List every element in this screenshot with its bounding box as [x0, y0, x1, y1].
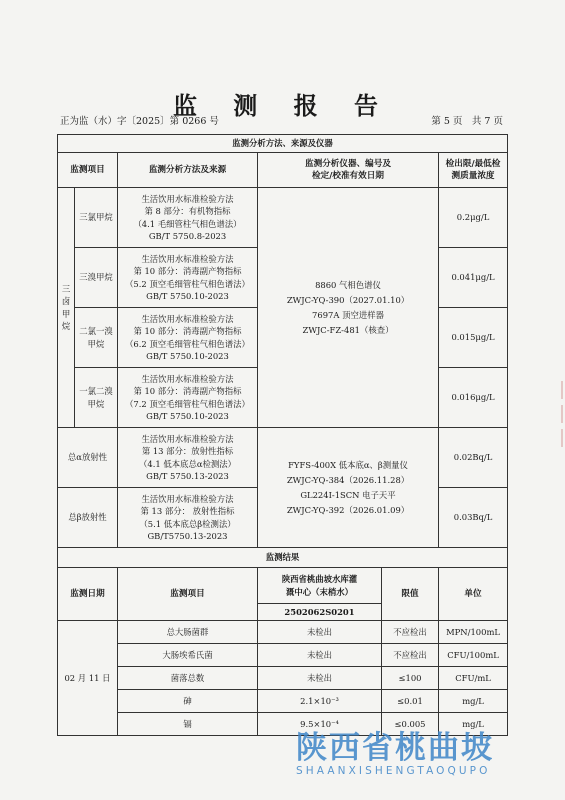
method-item: [75, 368, 118, 428]
methods-section-header: [58, 135, 508, 153]
col-instrument-line2: 检定/校准有效日期: [312, 171, 384, 181]
item-line: 甲烷: [87, 398, 105, 409]
method-source: [118, 188, 258, 248]
result-unit: mg/L: [439, 690, 508, 713]
method-line: GB/T 5750.13-2023: [146, 470, 229, 481]
detection-limit: 0.015μg/L: [439, 308, 508, 368]
method-source: [118, 488, 258, 548]
result-value: 未检出: [258, 667, 382, 690]
instrument-line: ZWJC-YQ-390（2027.01.10）: [286, 294, 410, 305]
location-line: 陕西省桃曲坡水库灌: [281, 574, 358, 585]
result-value: 未检出: [258, 644, 382, 667]
method-line: 生活饮用水标准检验方法: [141, 254, 234, 265]
method-line: 第 13 部分：放射性指标: [141, 446, 234, 457]
method-line: GB/T5750.13-2023: [147, 530, 228, 541]
detection-limit: 0.03Bq/L: [439, 488, 508, 548]
result-item: 镉: [118, 713, 258, 736]
report-table: [57, 134, 508, 736]
result-limit: ≤0.01: [382, 690, 439, 713]
method-line: 生活饮用水标准检验方法: [141, 194, 234, 205]
monitor-date: 02 月 11 日: [58, 621, 118, 736]
col-monitor-date: 监测日期: [58, 568, 118, 621]
results-section-header: [58, 548, 508, 568]
method-line: 第 8 部分：有机物指标: [144, 206, 231, 217]
instrument-cell-radioactivity: [258, 428, 439, 548]
col-method-source: 监测分析方法及来源: [118, 153, 258, 188]
page-indicator: 第 5 页 共 7 页: [431, 116, 503, 127]
method-line: （6.2 顶空毛细管柱气相色谱法）: [125, 338, 250, 349]
result-value: 2.1×10⁻³: [258, 690, 382, 713]
col-result-item: 监测项目: [118, 568, 258, 621]
trihalomethane-group-label: [58, 188, 75, 428]
instrument-line: ZWJC-FZ-481（核查）: [302, 324, 394, 335]
instrument-line: ZWJC-YQ-384（2026.11.28）: [286, 474, 410, 485]
result-unit: CFU/mL: [439, 667, 508, 690]
detection-limit: 0.02Bq/L: [439, 428, 508, 488]
watermark-name: 陕西省桃曲坡: [296, 730, 494, 766]
result-item: 大肠埃希氏菌: [118, 644, 258, 667]
item-line: 总α放射性: [67, 452, 108, 463]
methods-section-title: 监测分析方法、来源及仪器: [58, 135, 508, 153]
group-char: 烷: [61, 320, 71, 331]
result-limit: ≤100: [382, 667, 439, 690]
col-detection-limit: [439, 153, 508, 188]
item-line: 总β放射性: [68, 512, 107, 523]
instrument-line: 8860 气相色谱仪: [315, 279, 381, 290]
watermark-logo: [296, 722, 558, 782]
method-line: 第 10 部分：消毒副产物指标: [133, 386, 242, 397]
document-number: 正为监（水）字〔2025〕第 0266 号: [60, 116, 219, 127]
item-line: 三溴甲烷: [79, 272, 113, 283]
watermark-pinyin: SHAANXISHENGTAOQUPO: [296, 765, 491, 777]
instrument-cell-gc: [258, 188, 439, 428]
method-line: GB/T 5750.8-2023: [148, 230, 227, 241]
result-unit: mg/L: [439, 713, 508, 736]
method-line: GB/T 5750.10-2023: [146, 410, 229, 421]
col-limit-line1: 检出限/最低检: [445, 158, 501, 169]
method-item: [75, 248, 118, 308]
col-monitor-item: 监测项目: [58, 153, 118, 188]
method-line: 第 13 部分： 放射性指标: [140, 506, 235, 517]
item-line: 三氯甲烷: [79, 212, 113, 223]
seal-edge-mark: [559, 375, 565, 465]
item-line: 二氯一溴: [79, 326, 113, 337]
result-row: [58, 644, 508, 667]
detection-limit: 0.041μg/L: [439, 248, 508, 308]
instrument-line: 7697A 顶空进样器: [312, 309, 384, 320]
method-item: [75, 188, 118, 248]
method-line: （5.2 顶空毛细管柱气相色谱法）: [125, 278, 250, 289]
group-char: 卤: [61, 296, 71, 307]
method-item: [75, 308, 118, 368]
location-line: 溉中心（末梢水）: [286, 586, 353, 597]
method-source: [118, 248, 258, 308]
method-line: （4.1 低本底总α检测法）: [138, 458, 236, 469]
detection-limit: 0.2μg/L: [439, 188, 508, 248]
method-line: 生活饮用水标准检验方法: [141, 494, 234, 505]
result-item: 砷: [118, 690, 258, 713]
result-unit: CFU/100mL: [439, 644, 508, 667]
group-char: 三: [61, 284, 71, 295]
results-column-headers: [58, 568, 508, 604]
method-line: （7.2 顶空毛细管柱气相色谱法）: [125, 398, 250, 409]
result-limit: 不应检出: [382, 621, 439, 644]
result-row: [58, 667, 508, 690]
col-limit-value: 限值: [382, 568, 439, 621]
result-item: 总大肠菌群: [118, 621, 258, 644]
method-line: GB/T 5750.10-2023: [146, 350, 229, 361]
instrument-line: ZWJC-YQ-392（2026.01.09）: [286, 504, 410, 515]
result-limit: ≤0.005: [382, 713, 439, 736]
result-unit: MPN/100mL: [439, 621, 508, 644]
method-line: 生活饮用水标准检验方法: [141, 374, 234, 385]
result-item: 菌落总数: [118, 667, 258, 690]
method-item: [58, 488, 118, 548]
col-limit-line2: 测质量浓度: [451, 171, 495, 181]
method-line: 第 10 部分：消毒副产物指标: [133, 266, 242, 277]
sample-id: 2502062S0201: [258, 604, 382, 621]
result-row: [58, 621, 508, 644]
method-line: GB/T 5750.10-2023: [146, 290, 229, 301]
detection-limit: 0.016μg/L: [439, 368, 508, 428]
group-char: 甲: [61, 308, 71, 319]
results-section-title: 监测结果: [58, 548, 508, 568]
instrument-line: GL224I-1SCN 电子天平: [300, 489, 396, 500]
method-row: [58, 428, 508, 488]
result-limit: 不应检出: [382, 644, 439, 667]
item-line: 甲烷: [87, 338, 105, 349]
method-source: [118, 428, 258, 488]
method-line: 生活饮用水标准检验方法: [141, 434, 234, 445]
result-value: 9.5×10⁻⁴: [258, 713, 382, 736]
result-row: [58, 690, 508, 713]
col-instrument-line1: 监测分析仪器、编号及: [305, 158, 391, 169]
method-line: （4.1 毛细管柱气相色谱法）: [133, 218, 242, 229]
method-line: （5.1 低本底总β检测法）: [139, 518, 236, 529]
methods-column-headers: [58, 153, 508, 188]
method-line: 第 10 部分：消毒副产物指标: [133, 326, 242, 337]
col-instrument: [258, 153, 439, 188]
method-source: [118, 368, 258, 428]
instrument-line: FYFS-400X 低本底α、β测量仪: [288, 459, 408, 470]
method-row: [58, 188, 508, 248]
method-line: 生活饮用水标准检验方法: [141, 314, 234, 325]
col-sampling-location: [258, 568, 382, 604]
item-line: 一氯二溴: [79, 386, 113, 397]
col-unit: 单位: [439, 568, 508, 621]
report-title: 监 测 报 告: [172, 91, 393, 120]
method-source: [118, 308, 258, 368]
method-item: [58, 428, 118, 488]
result-value: 未检出: [258, 621, 382, 644]
